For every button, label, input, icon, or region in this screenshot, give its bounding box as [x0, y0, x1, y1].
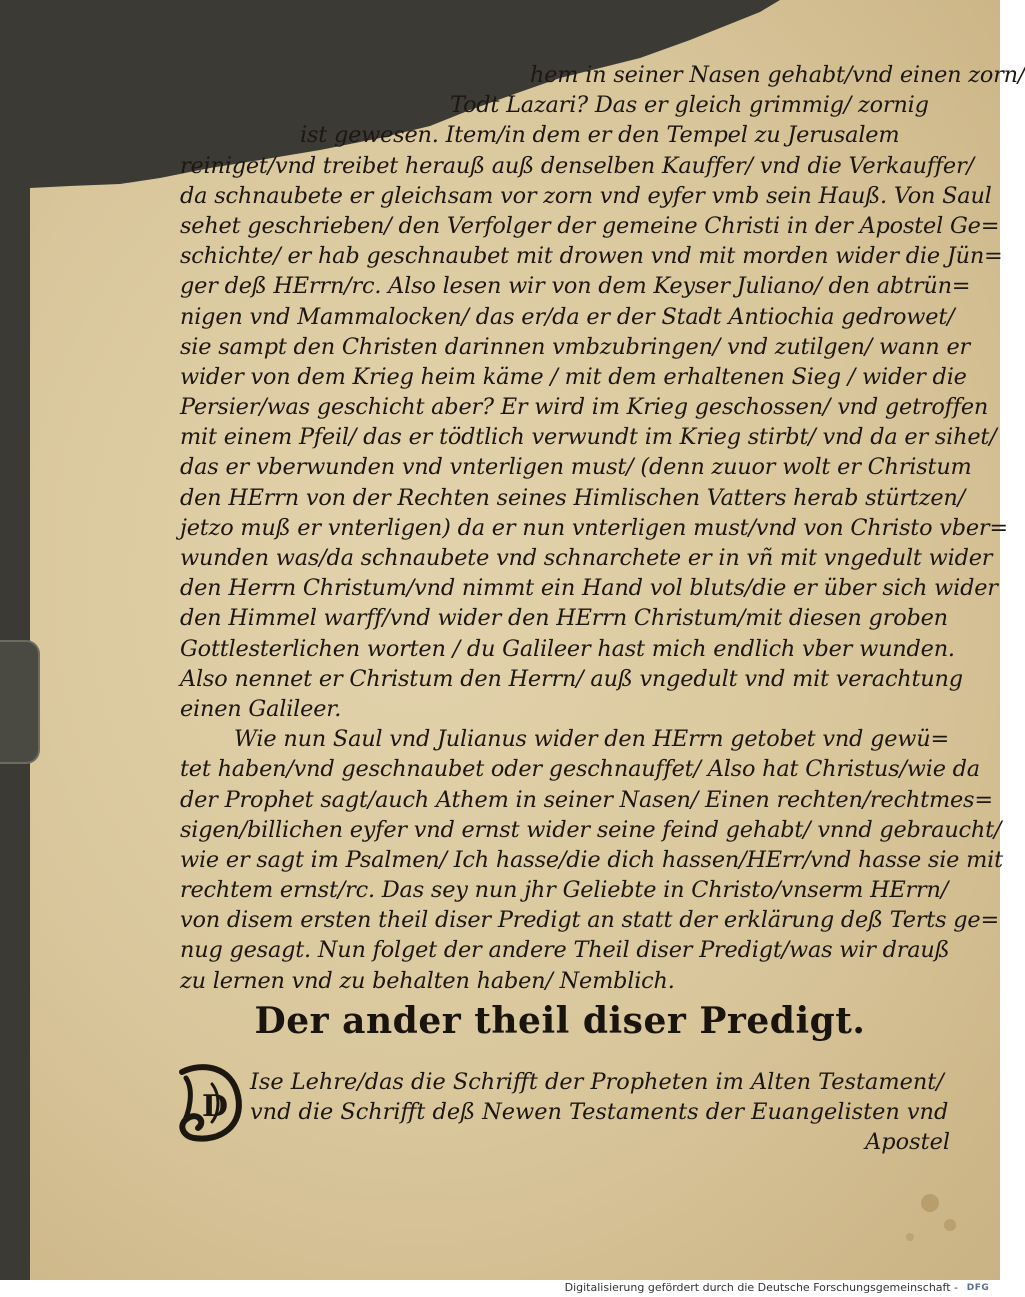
- text-line: jetzo muß er vnterligen) da er nun vnterligen must/vnd von Christo vber=: [180, 514, 1008, 541]
- footer-bar: [0, 1280, 1000, 1297]
- catchword: Apostel: [865, 1129, 950, 1156]
- text-line: Ise Lehre/das die Schrifft der Propheten im Alten Testament/: [250, 1069, 944, 1095]
- scanner-clip: [0, 640, 40, 764]
- text-line: einen Galileer.: [180, 695, 342, 722]
- initial-letter: D: [202, 1089, 229, 1124]
- text-line: den Herrn Christum/vnd nimmt ein Hand vol bluts/die er über sich wider: [180, 575, 998, 602]
- text-line: nug gesagt. Nun folget der andere Theil diser Predigt/was wir drauß: [180, 937, 950, 964]
- text-line: der Prophet sagt/auch Athem in seiner Nasen/ Einen rechten/rechtmes=: [180, 786, 993, 813]
- text-line: sigen/billichen eyfer vnd ernst wider seine feind gehabt/ vnnd gebraucht/: [180, 816, 1002, 843]
- text-line: Wie nun Saul vnd Julianus wider den HErrn getobet vnd gewü=: [234, 726, 950, 753]
- text-line: Gottlesterlichen worten / du Galileer hast mich endlich vber wunden.: [180, 635, 955, 662]
- text-line: vnd die Schrifft deß Newen Testaments der Euangelisten vnd: [250, 1099, 949, 1126]
- text-line: hem in seiner Nasen gehabt/vnd einen zorn/: [530, 62, 1025, 88]
- text-line: den HErrn von der Rechten seines Himlischen Vatters herab stürtzen/: [180, 484, 965, 511]
- text-line: da schnaubete er gleichsam vor zorn vnd eyfer vmb sein Hauß. Von Saul: [180, 182, 992, 209]
- text-line: wunden was/da schnaubete vnd schnarchete er in vñ mit vngedult wider: [180, 545, 993, 571]
- text-line: rechtem ernst/rc. Das sey nun jhr Geliebte in Christo/vnserm HErrn/: [180, 877, 949, 904]
- text-line: mit einem Pfeil/ das er tödtlich verwundt im Krieg stirbt/ vnd da er sihet/: [180, 424, 997, 451]
- text-line: Persier/was geschicht aber? Er wird im Krieg geschossen/ vnd getroffen: [180, 394, 989, 421]
- text-line: reiniget/vnd treibet herauß auß denselben Kauffer/ vnd die Verkauffer/: [180, 152, 974, 179]
- text-line: Also nennet er Christum den Herrn/ auß vngedult vnd mit verachtung: [180, 665, 963, 692]
- text-line: schichte/ er hab geschnaubet mit drowen vnd mit morden wider die Jün=: [180, 243, 1003, 270]
- section-text: [180, 1067, 970, 1158]
- text-line: ist gewesen. Item/in dem er den Tempel zu Jerusalem: [300, 122, 900, 149]
- text-line: wie er sagt im Psalmen/ Ich hasse/die dich hassen/HErr/vnd hasse sie mit: [180, 846, 1003, 873]
- text-line: von disem ersten theil diser Predigt an statt der erklärung deß Terts ge=: [180, 907, 1000, 934]
- text-line: nigen vnd Mammalocken/ das er/da er der Stadt Antiochia gedrowet/: [180, 303, 955, 330]
- text-line: wider von dem Krieg heim käme / mit dem erhaltenen Sieg / wider die: [180, 363, 967, 390]
- text-line: ger deß HErrn/rc. Also lesen wir von dem Keyser Juliano/ den abtrün=: [180, 273, 971, 300]
- paper-stains: [880, 1185, 970, 1255]
- text-line: zu lernen vnd zu behalten haben/ Nemblich.: [180, 967, 675, 994]
- text-line: tet haben/vnd geschnaubet oder geschnauffet/ Also hat Christus/wie da: [180, 756, 980, 783]
- dfg-logo: DFG: [966, 1283, 990, 1293]
- text-line: sehet geschrieben/ den Verfolger der gemeine Christi in der Apostel Ge=: [180, 212, 1000, 239]
- text-line: das er vberwunden vnd vnterligen must/ (denn zuuor wolt er Christum: [180, 454, 972, 481]
- body-text: [180, 60, 1025, 996]
- text-line: sie sampt den Christen darinnen vmbzubringen/ vnd zutilgen/ wann er: [180, 333, 970, 360]
- text-line: den Himmel warff/vnd wider den HErrn Christum/mit diesen groben: [180, 605, 948, 632]
- text-line: Todt Lazari? Das er gleich grimmig/ zornig: [450, 92, 929, 119]
- section-heading: Der ander theil diser Predigt.: [254, 1000, 866, 1042]
- footer-credit: Digitalisierung gefördert durch die Deutsche Forschungsgemeinschaft -: [564, 1281, 958, 1294]
